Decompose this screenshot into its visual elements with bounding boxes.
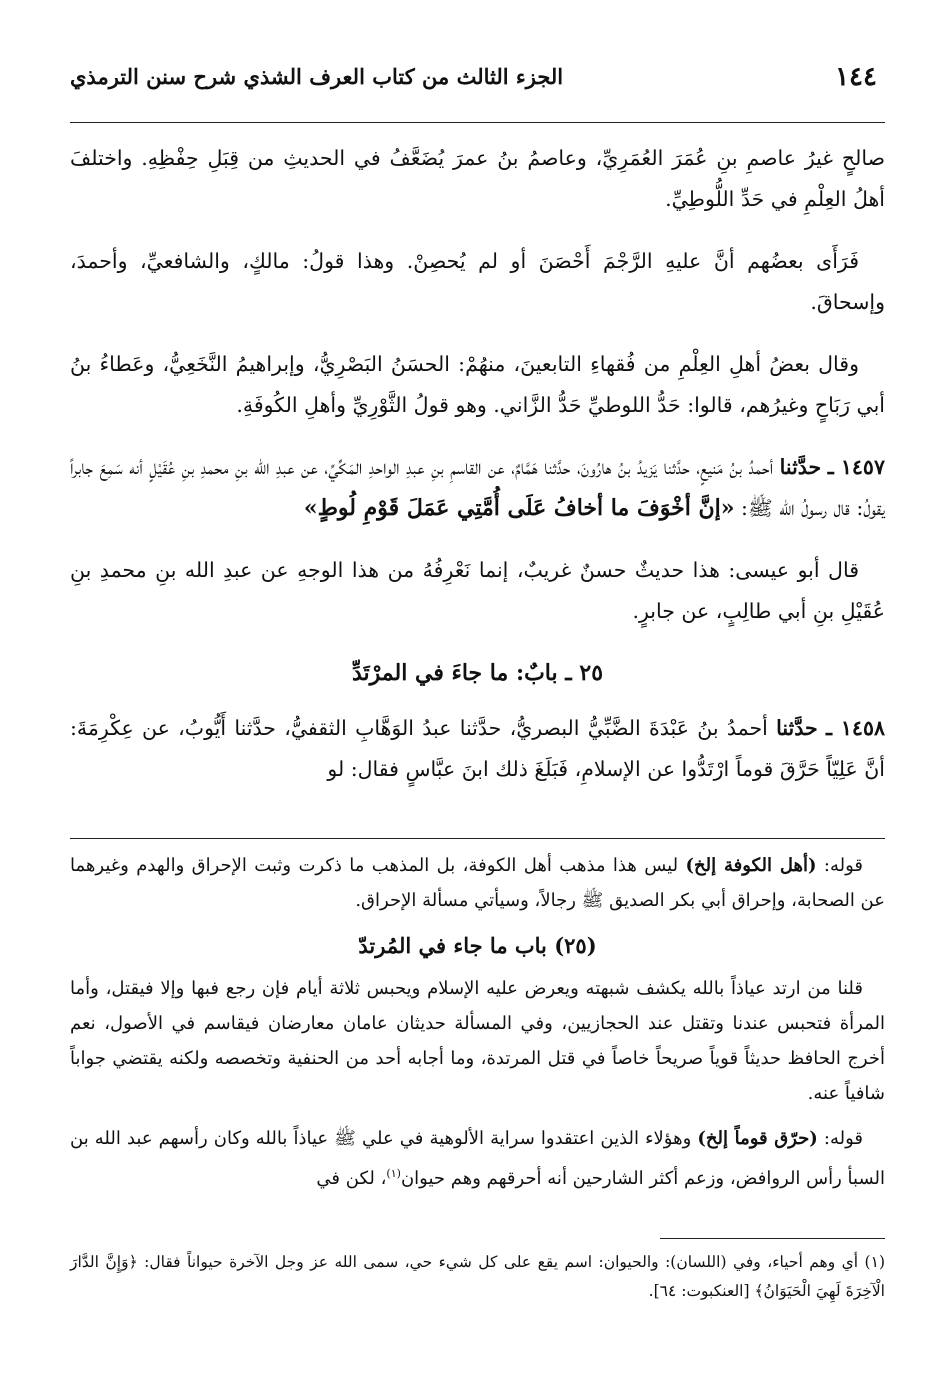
hadith-number: ١٤٥٨ ـ	[826, 716, 885, 740]
footnote-rule	[660, 1238, 885, 1239]
footnotes	[70, 1248, 885, 1306]
page-header	[70, 62, 885, 102]
chapter-title: ٢٥ ـ بابٌ: ما جاءَ في المرْتَدِّ	[351, 660, 604, 686]
commentary-section	[70, 848, 885, 1206]
hadith-lead: حدَّثنا	[779, 455, 822, 479]
commentary-1	[70, 848, 885, 918]
commentary-rule	[70, 838, 885, 839]
commentary-term: (حرّق قوماً إلخ)	[697, 1128, 818, 1149]
running-title: الجزء الثالث من كتاب العرف الشذي شرح سنن الترمذي	[70, 64, 564, 89]
hadith-number: ١٤٥٧ ـ	[827, 455, 885, 479]
main-text	[70, 138, 885, 811]
hadith-1458	[70, 708, 885, 790]
commentary-3	[70, 1121, 885, 1196]
hadith-quote: «إنَّ أخْوَفَ ما أخافُ عَلَى أُمَّتِي عَمَلَ قَوْمِ لُوطٍ»	[303, 495, 735, 521]
paragraph-3: وقال بعضُ أهلِ العِلْمِ من فُقهاءِ التابعينَ، منهُمْ: الحسَنُ البَصْرِيُّ، وإبراهيمُ النَّخَعِيُّ، وعَطاءُ بنُ أبي رَبَاحٍ وغيرُهم، قالوا: حَدُّ اللوطيِّ حَدُّ الزَّاني. وهو قولُ الثَّوْرِيِّ وأهلِ الكُوفَةِ.	[70, 352, 885, 417]
book-page	[70, 0, 885, 1378]
hadith-1457	[70, 447, 885, 529]
hadith-lead: حدَّثنا	[776, 716, 818, 740]
commentary-text-end: ، لكن في	[316, 1168, 387, 1189]
header-rule	[70, 122, 885, 123]
paragraph-1: صالحٍ غيرُ عاصمِ بنِ عُمَرَ العُمَرِيِّ، وعاصمُ بنُ عمرَ يُضَعَّفُ في الحديثِ من قِبَلِ حِفْظِهِ. واختلفَ أهلُ العِلْمِ في حَدِّ اللُّوطِيِّ.	[70, 146, 885, 211]
paragraph-4: قال أبو عيسى: هذا حديثٌ حسنٌ غريبٌ، إنما نَعْرِفُهُ من هذا الوجهِ عن عبدِ الله بنِ محمدِ بنِ عُقَيْلِ بنِ أبي طالِبٍ، عن جابرٍ.	[70, 558, 885, 623]
commentary-2: قلنا من ارتد عياذاً بالله يكشف شبهته ويعرض عليه الإسلام ويحبس ثلاثة أيام فإن رجع فبها وإلا فيقتل، وأما المرأة فتحبس عندنا وتقتل عند الحجازيين، وفي المسألة حديثان عامان معارضان فيقاسم في الأصول، نعم أخرج الحافظ حديثاً قوياً صريحاً خاصاً في قتل المرتدة، وما أجابه أحد من الحنفية وتخصصه ولكنه يقتضي جواباً شافياً عنه.	[70, 978, 885, 1104]
hadith-isnad: أحمدُ بنُ عَبْدَةَ الضَّبِّيُّ البصريُّ، حدَّثنا عبدُ الوَهَّابِ الثقفيُّ، حدَّثنا أَيُّوبُ، عن عِكْرِمَةَ: أنَّ عَلِيّاً حَرَّقَ قوماً ارْتَدُّوا عن الإسلامِ، فَبَلَغَ ذلك ابنَ عبَّاسٍ فقال: لو	[70, 716, 885, 781]
commentary-prefix: قوله:	[823, 855, 863, 876]
commentary-text: ليس هذا مذهب أهل الكوفة، بل المذهب ما ذكرت وثبت الإحراق والهدم وغيرهما عن الصحابة، وإحراق أبي بكر الصديق ﷺ رجالاً، وسيأتي مسألة الإحراق.	[70, 855, 885, 911]
commentary-prefix: قوله:	[823, 1128, 863, 1149]
paragraph-2: فَرَأَى بعضُهم أنَّ عليهِ الرَّجْمَ أَحْصَنَ أو لم يُحصِنْ. وهذا قولُ: مالكٍ، والشافعيِّ، وأحمدَ، وإسحاقَ.	[70, 249, 885, 314]
hadith-isnad: أحمدُ بنُ مَنيعٍ، حدَّثنا يَزيدُ بنُ هارُونَ، حدَّثنا هَمَّامٌ، عن القاسمِ بنِ عبدِ الواحدِ المَكِّيِّ، عن عبدِ الله بنِ محمدِ بنِ عُقَيْلٍ أنه سَمِعَ جابراً يقولُ: قال رسولُ الله ﷺ:	[70, 455, 885, 520]
commentary-chapter-title: (٢٥) باب ما جاء في المُرتدّ	[358, 933, 597, 958]
commentary-term: (أهل الكوفة إلخ)	[685, 855, 817, 876]
footnote-ref: (١)	[386, 1167, 401, 1180]
footnote-1: (١) أي وهم أحياء، وفي (اللسان): والحيوان: اسم يقع على كل شيء حي، سمى الله عز وجل الآخرة حيواناً فقال: ﴿وَإِنَّ الدَّارَ الْآخِرَةَ لَهِيَ الْحَيَوَانُ﴾ [العنكبوت: ٦٤].	[70, 1253, 885, 1300]
commentary-text: وهؤلاء الذين اعتقدوا سراية الألوهية في علي ﷺ عياذاً بالله وكان رأسهم عبد الله بن السبأ رأس الروافض، وزعم أكثر الشارحين أنه أحرقهم وهم حيوان	[70, 1128, 885, 1189]
page-number: ١٤٤	[835, 62, 877, 92]
